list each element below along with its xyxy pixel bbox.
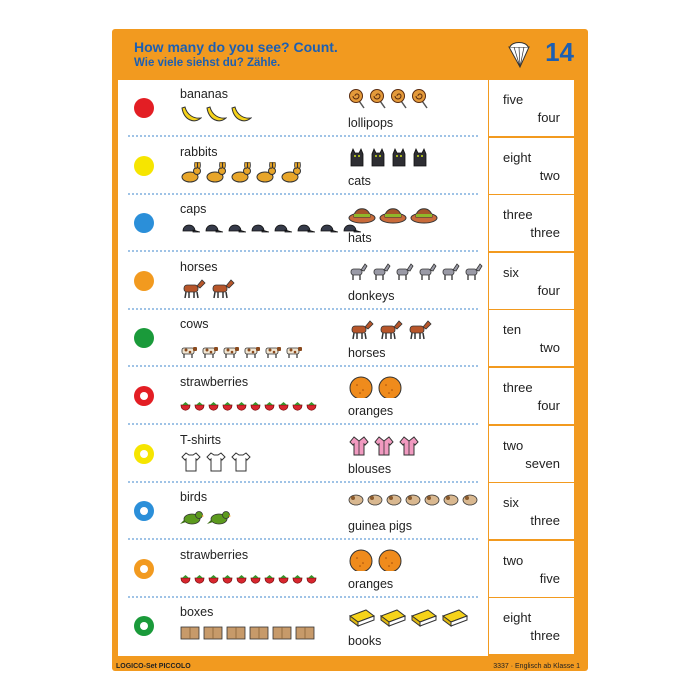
strawberry-icon [222,573,233,595]
bird-icon [180,507,204,529]
left-item-label: strawberries [180,375,249,389]
strawberry-icon [194,573,205,595]
right-item-pictures [348,376,403,398]
answer-top: two [503,437,524,453]
answer-top: five [503,92,524,107]
blouse-icon [348,434,370,456]
box-icon [249,622,269,644]
right-item-pictures [348,491,478,513]
cap-icon [226,219,246,241]
answer-top: three [503,207,533,223]
rabbit-icon [280,162,302,184]
cap-icon [295,219,315,241]
left-item-pictures [180,573,317,595]
cap-icon [272,219,292,241]
answer-bottom: two [539,167,560,183]
color-marker-green[interactable] [134,328,154,348]
box-icon [295,622,315,644]
strawberry-icon [250,400,261,422]
left-item-pictures [180,622,315,644]
orange-icon [348,376,374,398]
box-icon [272,622,292,644]
color-marker-blue[interactable] [134,213,154,233]
right-item-label: horses [348,346,386,361]
left-item-label: horses [180,259,218,274]
right-item-label: hats [348,231,372,246]
bird-icon [207,507,231,529]
color-marker-yellow[interactable] [134,156,154,176]
answer-bottom: five [539,570,560,586]
page-subtitle: Wie viele siehst du? Zähle. [134,57,281,69]
left-item-label: birds [180,490,208,505]
exercise-row [118,541,488,598]
strawberry-icon [306,400,317,422]
hat-icon [410,203,438,225]
answer-top: six [503,264,519,280]
left-item-label: caps [180,202,207,217]
lollipop-icon [411,88,429,110]
footer-series: LOGICO-Set PICCOLO [116,663,191,670]
guinea-pig-icon [367,491,383,513]
color-marker-blue[interactable] [134,501,154,521]
right-item-pictures [348,549,403,571]
exercise-row [118,426,488,483]
strawberry-icon [278,573,289,595]
cap-icon [180,219,200,241]
cat-icon [369,146,387,168]
right-item-label: oranges [348,576,394,591]
blouse-icon [373,434,395,456]
guinea-pig-icon [443,491,459,513]
right-item-label: cats [348,173,371,188]
right-item-label: books [348,634,382,649]
left-item-pictures [180,342,303,364]
cow-icon [222,342,240,364]
orange-icon [348,549,374,571]
exercise-row [118,195,488,252]
strawberry-icon [236,573,247,595]
guinea-pig-icon [348,491,364,513]
right-item-pictures [348,203,438,225]
left-item-pictures [180,219,361,241]
horse-icon [406,318,432,340]
horse-icon [377,318,403,340]
answer-cell[interactable] [489,541,574,597]
guinea-pig-icon [424,491,440,513]
donkey-icon [348,261,368,283]
exercise-panel [118,80,488,656]
book-icon [410,606,438,628]
left-item-label: cows [180,317,209,332]
tshirt-icon [205,450,227,472]
answer-cell[interactable] [489,368,574,424]
donkey-icon [463,261,483,283]
answer-top: eight [503,610,532,626]
cow-icon [264,342,282,364]
answer-cell[interactable] [489,598,574,654]
right-item-pictures [348,318,432,340]
exercise-row [118,253,488,310]
rabbit-icon [230,162,252,184]
strawberry-icon [264,573,275,595]
banana-icon [230,104,252,126]
tshirt-icon [230,450,252,472]
box-icon [226,622,246,644]
cap-icon [318,219,338,241]
answer-cell[interactable] [489,80,574,136]
right-item-pictures [348,434,420,456]
color-marker-red[interactable] [134,386,154,406]
left-item-pictures [180,507,231,529]
exercise-row [118,138,488,195]
right-item-label: oranges [348,404,394,418]
lollipop-icon [369,88,387,110]
strawberry-icon [194,400,205,422]
tshirt-icon [180,450,202,472]
answer-bottom: four [537,282,560,298]
answer-bottom: four [537,110,560,125]
answer-cell[interactable] [489,310,574,366]
left-item-label: strawberries [180,547,249,562]
horse-icon [209,277,235,299]
guinea-pig-icon [462,491,478,513]
blouse-icon [398,434,420,456]
left-item-pictures [180,162,302,184]
right-item-label: blouses [348,461,392,476]
orange-icon [377,549,403,571]
color-marker-orange[interactable] [134,271,154,291]
strawberry-icon [278,400,289,422]
right-item-pictures [348,261,483,283]
strawberry-icon [222,400,233,422]
color-marker-green[interactable] [134,616,154,636]
exercise-row [118,368,488,425]
cap-icon [249,219,269,241]
lollipop-icon [390,88,408,110]
answer-cell[interactable] [489,195,574,251]
right-item-label: donkeys [348,288,395,303]
strawberry-icon [292,573,303,595]
left-item-pictures [180,104,252,126]
guinea-pig-icon [405,491,421,513]
horse-icon [348,318,374,340]
cat-icon [348,146,366,168]
answer-cell[interactable] [489,426,574,482]
page-title: How many do you see? Count. [134,39,338,55]
donkey-icon [417,261,437,283]
exercise-row [118,80,488,137]
answer-bottom: three [530,513,560,529]
cap-icon [203,219,223,241]
left-item-pictures [180,277,235,299]
left-item-pictures [180,400,317,422]
horse-icon [180,277,206,299]
cow-icon [201,342,219,364]
donkey-icon [394,261,414,283]
banana-icon [205,104,227,126]
answer-bottom: four [537,398,560,413]
cat-icon [390,146,408,168]
left-item-pictures [180,450,252,472]
rabbit-icon [205,162,227,184]
left-item-label: T-shirts [180,432,221,447]
cow-icon [180,342,198,364]
answer-cell[interactable] [489,253,574,309]
box-icon [180,622,200,644]
book-icon [348,606,376,628]
answer-cell[interactable] [489,138,574,194]
strawberry-icon [208,573,219,595]
answer-top: ten [503,322,522,338]
strawberry-icon [208,400,219,422]
orange-icon [377,376,403,398]
guinea-pig-icon [386,491,402,513]
right-item-pictures [348,146,429,168]
right-item-pictures [348,88,429,110]
answer-column [489,80,574,656]
strawberry-icon [250,573,261,595]
rabbit-icon [180,162,202,184]
rabbit-icon [255,162,277,184]
right-item-pictures [348,606,469,628]
left-item-label: bananas [180,87,228,101]
book-icon [441,606,469,628]
strawberry-icon [306,573,317,595]
answer-bottom: three [530,628,560,644]
answer-cell[interactable] [489,483,574,539]
cow-icon [243,342,261,364]
hat-icon [379,203,407,225]
donkey-icon [440,261,460,283]
answer-bottom: seven [525,455,560,471]
box-icon [203,622,223,644]
right-item-label: lollipops [348,116,394,130]
left-item-label: rabbits [180,144,218,159]
answer-bottom: three [530,225,560,241]
cone-icon [506,39,532,69]
answer-top: six [503,495,519,511]
answer-top: three [503,380,533,395]
strawberry-icon [236,400,247,422]
book-icon [379,606,407,628]
exercise-row [118,483,488,540]
cow-icon [285,342,303,364]
left-item-label: boxes [180,605,214,620]
strawberry-icon [180,400,191,422]
strawberry-icon [264,400,275,422]
banana-icon [180,104,202,126]
color-marker-orange[interactable] [134,559,154,579]
footer-product: 3337 · Englisch ab Klasse 1 [493,663,580,670]
answer-top: eight [503,149,532,165]
worksheet-card [112,29,588,671]
strawberry-icon [180,573,191,595]
color-marker-yellow[interactable] [134,444,154,464]
lollipop-icon [348,88,366,110]
donkey-icon [371,261,391,283]
right-item-label: guinea pigs [348,519,412,534]
exercise-row [118,310,488,367]
color-marker-red[interactable] [134,98,154,118]
cat-icon [411,146,429,168]
hat-icon [348,203,376,225]
page-number: 14 [545,37,574,67]
exercise-row [118,598,488,655]
answer-bottom: two [539,340,560,356]
answer-top: two [503,552,524,568]
strawberry-icon [292,400,303,422]
